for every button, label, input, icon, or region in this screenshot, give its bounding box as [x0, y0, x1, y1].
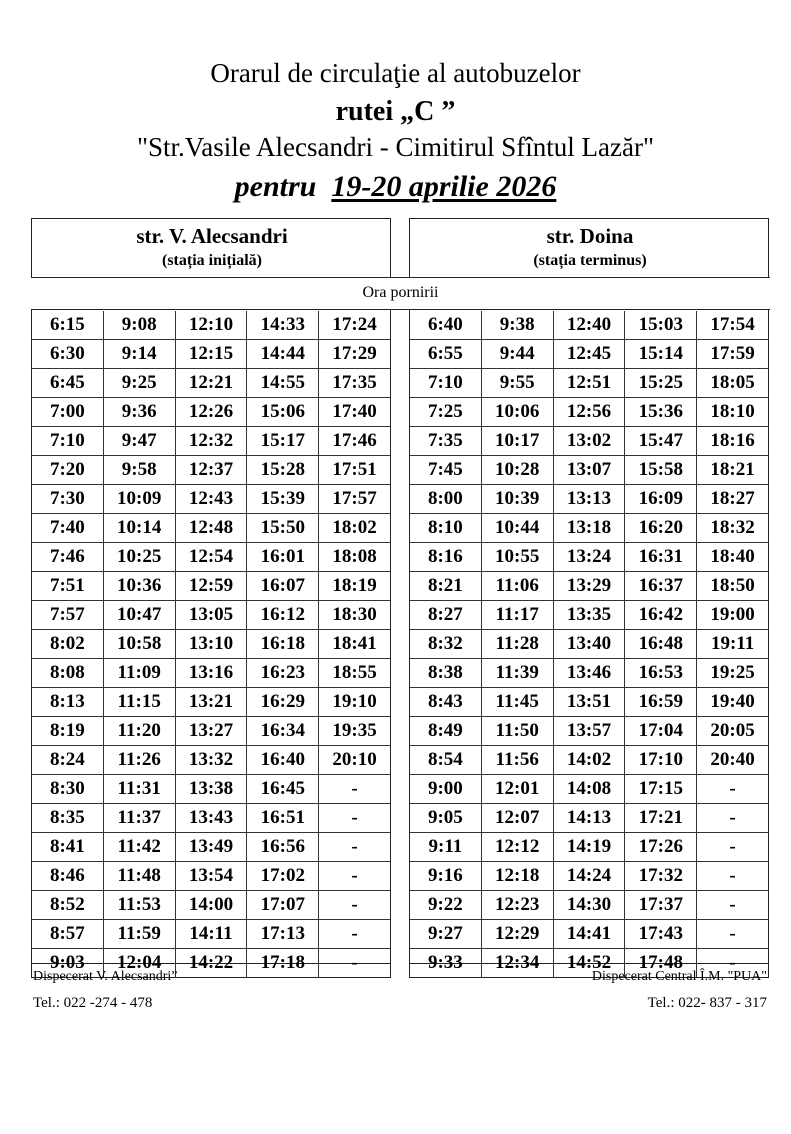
- departure-time-cell: 15:47: [625, 427, 697, 456]
- departure-time-cell: 13:40: [553, 630, 625, 659]
- departure-time-cell: 11:31: [103, 775, 175, 804]
- table-row: [32, 659, 391, 688]
- table-row: [32, 427, 391, 456]
- table-row: [410, 369, 769, 398]
- departure-time-cell: 7:10: [410, 369, 482, 398]
- table-row: [32, 456, 391, 485]
- terminus-stop-header: [411, 220, 769, 270]
- departure-time-cell: 16:37: [625, 572, 697, 601]
- departure-time-cell: 11:28: [481, 630, 553, 659]
- departure-time-cell: 14:13: [553, 804, 625, 833]
- departure-time-cell: 17:24: [319, 311, 391, 340]
- departure-time-cell: 13:02: [553, 427, 625, 456]
- departure-time-cell: -: [319, 833, 391, 862]
- departure-time-cell: 10:47: [103, 601, 175, 630]
- departure-time-cell: 14:30: [553, 891, 625, 920]
- departure-time-cell: 9:16: [410, 862, 482, 891]
- table-row: [32, 804, 391, 833]
- departure-time-cell: 13:51: [553, 688, 625, 717]
- departure-time-cell: 17:51: [319, 456, 391, 485]
- departure-time-cell: 17:40: [319, 398, 391, 427]
- departure-time-cell: 10:28: [481, 456, 553, 485]
- table-row: [32, 746, 391, 775]
- departure-time-cell: 17:32: [625, 862, 697, 891]
- departure-time-cell: 18:02: [319, 514, 391, 543]
- departure-time-cell: 18:21: [697, 456, 769, 485]
- departure-time-cell: 16:56: [247, 833, 319, 862]
- departure-time-cell: 11:56: [481, 746, 553, 775]
- departure-time-cell: 18:40: [697, 543, 769, 572]
- departure-time-cell: 15:14: [625, 340, 697, 369]
- table-row: [410, 485, 769, 514]
- departure-time-cell: 15:58: [625, 456, 697, 485]
- schedule-title: Orarul de circulaţie al autobuzelor: [210, 58, 581, 88]
- departure-time-cell: 10:17: [481, 427, 553, 456]
- departure-time-cell: 13:27: [175, 717, 247, 746]
- departure-time-cell: 8:57: [32, 920, 104, 949]
- departure-time-cell: 20:05: [697, 717, 769, 746]
- date-prefix: pentru: [234, 170, 317, 203]
- departure-time-cell: 8:46: [32, 862, 104, 891]
- table-row: [32, 398, 391, 427]
- table-row: [32, 543, 391, 572]
- departure-time-cell: 11:20: [103, 717, 175, 746]
- central-dispatcher: Dispecerat Central Î.M. "PUA": [591, 969, 767, 984]
- table-row: [410, 543, 769, 572]
- departure-time-label: Ora pornirii: [31, 277, 770, 310]
- left-dispatcher-phone: Tel.: 022 -274 - 478: [33, 995, 153, 1011]
- departure-time-cell: 8:43: [410, 688, 482, 717]
- departure-time-cell: 11:17: [481, 601, 553, 630]
- departure-time-cell: 13:21: [175, 688, 247, 717]
- departure-time-cell: 12:43: [175, 485, 247, 514]
- departure-time-cell: 18:30: [319, 601, 391, 630]
- departure-time-cell: 9:11: [410, 833, 482, 862]
- schedule-date-line: [0, 170, 791, 204]
- departure-time-cell: 18:50: [697, 572, 769, 601]
- departure-time-cell: 16:42: [625, 601, 697, 630]
- departure-time-cell: 16:07: [247, 572, 319, 601]
- table-row: [32, 630, 391, 659]
- left-dispatcher: Dispecerat V. Alecsandri”: [33, 969, 178, 984]
- departure-time-cell: 16:48: [625, 630, 697, 659]
- departure-time-cell: -: [697, 804, 769, 833]
- departure-time-cell: 19:25: [697, 659, 769, 688]
- table-row: [410, 572, 769, 601]
- departure-time-cell: 14:22: [175, 949, 247, 978]
- departure-time-cell: 15:28: [247, 456, 319, 485]
- departure-time-cell: 11:06: [481, 572, 553, 601]
- departure-time-cell: 9:36: [103, 398, 175, 427]
- departure-time-cell: 14:00: [175, 891, 247, 920]
- departure-time-cell: 6:30: [32, 340, 104, 369]
- departure-time-cell: 18:55: [319, 659, 391, 688]
- departure-time-cell: 14:08: [553, 775, 625, 804]
- departure-time-cell: 15:06: [247, 398, 319, 427]
- departure-time-cell: 7:46: [32, 543, 104, 572]
- departure-time-cell: 18:32: [697, 514, 769, 543]
- departure-time-cell: 12:37: [175, 456, 247, 485]
- departure-time-cell: 9:22: [410, 891, 482, 920]
- table-row: [410, 746, 769, 775]
- departure-time-cell: 16:51: [247, 804, 319, 833]
- departure-time-cell: 11:39: [481, 659, 553, 688]
- departure-time-cell: 9:47: [103, 427, 175, 456]
- terminus-stop-name: str. Doina: [546, 224, 634, 248]
- table-row: [32, 775, 391, 804]
- departure-time-cell: 16:59: [625, 688, 697, 717]
- departure-time-cell: 13:16: [175, 659, 247, 688]
- departure-time-cell: 12:12: [481, 833, 553, 862]
- departure-time-cell: 12:56: [553, 398, 625, 427]
- departure-time-cell: 13:57: [553, 717, 625, 746]
- departure-time-cell: 7:10: [32, 427, 104, 456]
- departure-time-cell: 12:54: [175, 543, 247, 572]
- table-row: [32, 688, 391, 717]
- departure-time-cell: 6:55: [410, 340, 482, 369]
- departure-time-cell: 10:25: [103, 543, 175, 572]
- table-row: [32, 572, 391, 601]
- departure-time-cell: 7:51: [32, 572, 104, 601]
- departure-time-cell: 15:03: [625, 311, 697, 340]
- departure-time-cell: 17:43: [625, 920, 697, 949]
- departure-time-cell: 12:59: [175, 572, 247, 601]
- departure-time-cell: 10:36: [103, 572, 175, 601]
- departure-time-cell: 8:32: [410, 630, 482, 659]
- table-row: [410, 311, 769, 340]
- departure-time-cell: 9:14: [103, 340, 175, 369]
- departure-time-cell: 7:35: [410, 427, 482, 456]
- departure-time-cell: 11:26: [103, 746, 175, 775]
- terminus-stop-departures-table: [409, 311, 769, 978]
- departure-time-cell: 13:43: [175, 804, 247, 833]
- departure-time-cell: 16:18: [247, 630, 319, 659]
- departure-time-cell: -: [697, 775, 769, 804]
- departure-time-cell: 7:30: [32, 485, 104, 514]
- departure-time-cell: 15:36: [625, 398, 697, 427]
- departure-time-cell: 6:45: [32, 369, 104, 398]
- departure-time-cell: 11:37: [103, 804, 175, 833]
- departure-time-cell: 16:53: [625, 659, 697, 688]
- departure-time-cell: 17:57: [319, 485, 391, 514]
- departure-time-cell: 12:26: [175, 398, 247, 427]
- departure-time-cell: 17:02: [247, 862, 319, 891]
- departure-time-cell: 17:07: [247, 891, 319, 920]
- departure-time-cell: 10:55: [481, 543, 553, 572]
- table-row: [410, 688, 769, 717]
- departure-time-cell: 7:57: [32, 601, 104, 630]
- departure-time-cell: 9:38: [481, 311, 553, 340]
- table-row: [410, 920, 769, 949]
- departure-time-cell: 7:00: [32, 398, 104, 427]
- departure-time-cell: 16:20: [625, 514, 697, 543]
- departure-time-cell: 14:52: [553, 949, 625, 978]
- departure-time-cell: 14:19: [553, 833, 625, 862]
- departure-time-cell: 10:39: [481, 485, 553, 514]
- table-row: [410, 340, 769, 369]
- departure-time-cell: 12:18: [481, 862, 553, 891]
- departure-time-cell: 9:25: [103, 369, 175, 398]
- schedule-date: 19-20 aprilie 2026: [331, 170, 557, 203]
- departure-time-cell: 8:54: [410, 746, 482, 775]
- departure-time-cell: 18:16: [697, 427, 769, 456]
- departure-time-cell: 18:19: [319, 572, 391, 601]
- departure-time-cell: 13:35: [553, 601, 625, 630]
- departure-time-cell: 7:45: [410, 456, 482, 485]
- departure-time-cell: 12:21: [175, 369, 247, 398]
- departure-time-cell: 17:04: [625, 717, 697, 746]
- table-row: [32, 369, 391, 398]
- departure-time-cell: 17:21: [625, 804, 697, 833]
- departure-time-cell: 12:23: [481, 891, 553, 920]
- departure-time-cell: 8:24: [32, 746, 104, 775]
- departure-time-cell: 14:33: [247, 311, 319, 340]
- departure-time-cell: 13:49: [175, 833, 247, 862]
- departure-time-cell: 16:12: [247, 601, 319, 630]
- departure-time-cell: 13:29: [553, 572, 625, 601]
- table-row: [32, 833, 391, 862]
- departure-time-cell: 14:24: [553, 862, 625, 891]
- departure-time-cell: 13:24: [553, 543, 625, 572]
- departure-time-cell: 12:48: [175, 514, 247, 543]
- departure-time-cell: 8:10: [410, 514, 482, 543]
- departure-time-cell: 7:40: [32, 514, 104, 543]
- departure-time-cell: -: [697, 862, 769, 891]
- departure-time-cell: 13:05: [175, 601, 247, 630]
- table-row: [32, 514, 391, 543]
- departure-time-cell: 12:07: [481, 804, 553, 833]
- departure-time-cell: 11:50: [481, 717, 553, 746]
- departure-time-cell: 13:10: [175, 630, 247, 659]
- table-row: [32, 920, 391, 949]
- departure-time-cell: 14:55: [247, 369, 319, 398]
- table-row: [32, 340, 391, 369]
- table-row: [32, 891, 391, 920]
- departure-time-cell: 9:58: [103, 456, 175, 485]
- departure-time-cell: 9:44: [481, 340, 553, 369]
- central-dispatcher-phone: Tel.: 022- 837 - 317: [647, 995, 767, 1011]
- departure-time-cell: 17:29: [319, 340, 391, 369]
- departure-time-cell: 15:50: [247, 514, 319, 543]
- departure-time-cell: 6:40: [410, 311, 482, 340]
- departure-time-cell: 16:40: [247, 746, 319, 775]
- table-row: [410, 804, 769, 833]
- departure-time-cell: 16:31: [625, 543, 697, 572]
- route-name: rutei „C ”: [335, 96, 456, 127]
- departure-time-cell: 18:41: [319, 630, 391, 659]
- departure-time-cell: 12:04: [103, 949, 175, 978]
- table-row: [410, 398, 769, 427]
- departure-time-cell: 15:17: [247, 427, 319, 456]
- table-row: [410, 514, 769, 543]
- departure-time-cell: 9:08: [103, 311, 175, 340]
- departure-time-cell: 12:15: [175, 340, 247, 369]
- departure-time-cell: 15:25: [625, 369, 697, 398]
- departure-time-cell: 12:01: [481, 775, 553, 804]
- departure-time-cell: 12:10: [175, 311, 247, 340]
- departure-time-cell: 17:18: [247, 949, 319, 978]
- departure-time-cell: -: [697, 833, 769, 862]
- departure-time-cell: 11:09: [103, 659, 175, 688]
- departure-time-cell: 7:20: [32, 456, 104, 485]
- departure-time-cell: 8:02: [32, 630, 104, 659]
- departure-time-cell: 16:34: [247, 717, 319, 746]
- departure-time-cell: 13:07: [553, 456, 625, 485]
- departure-time-cell: 16:29: [247, 688, 319, 717]
- table-row: [410, 775, 769, 804]
- departure-time-cell: 19:00: [697, 601, 769, 630]
- departure-time-cell: 20:40: [697, 746, 769, 775]
- departure-time-cell: 16:01: [247, 543, 319, 572]
- departure-time-cell: 19:11: [697, 630, 769, 659]
- table-row: [410, 862, 769, 891]
- table-row: [410, 891, 769, 920]
- departure-time-cell: 6:15: [32, 311, 104, 340]
- departure-time-cell: 13:38: [175, 775, 247, 804]
- departure-time-cell: -: [319, 891, 391, 920]
- departure-time-cell: 14:11: [175, 920, 247, 949]
- departure-time-cell: 17:48: [625, 949, 697, 978]
- departure-time-cell: 20:10: [319, 746, 391, 775]
- departure-time-cell: 17:26: [625, 833, 697, 862]
- departure-time-cell: 8:21: [410, 572, 482, 601]
- initial-stop-name: str. V. Alecsandri: [136, 224, 288, 248]
- initial-stop-header: [33, 220, 391, 270]
- departure-time-cell: 11:48: [103, 862, 175, 891]
- departure-time-cell: 8:16: [410, 543, 482, 572]
- table-row: [410, 833, 769, 862]
- departure-time-cell: 17:46: [319, 427, 391, 456]
- initial-stop-type: (stația inițială): [162, 252, 262, 269]
- departure-time-cell: 11:59: [103, 920, 175, 949]
- departure-time-cell: -: [319, 775, 391, 804]
- departure-time-cell: 13:54: [175, 862, 247, 891]
- table-row: [32, 862, 391, 891]
- table-row: [410, 717, 769, 746]
- departure-time-cell: 9:27: [410, 920, 482, 949]
- table-row: [410, 456, 769, 485]
- departure-time-cell: 11:42: [103, 833, 175, 862]
- departure-time-cell: 8:35: [32, 804, 104, 833]
- departure-time-cell: 17:54: [697, 311, 769, 340]
- table-row: [410, 601, 769, 630]
- departure-time-cell: 18:27: [697, 485, 769, 514]
- departure-time-cell: 17:15: [625, 775, 697, 804]
- departure-time-cell: 10:44: [481, 514, 553, 543]
- departure-time-cell: 8:49: [410, 717, 482, 746]
- route-description: "Str.Vasile Alecsandri - Cimitirul Sfîntul Lazăr": [137, 132, 654, 162]
- departure-time-cell: 9:00: [410, 775, 482, 804]
- departure-time-cell: 12:40: [553, 311, 625, 340]
- initial-stop-departures-table: [31, 311, 391, 978]
- departure-time-cell: 8:08: [32, 659, 104, 688]
- departure-time-cell: 14:41: [553, 920, 625, 949]
- departure-time-cell: 11:53: [103, 891, 175, 920]
- departure-time-cell: 12:45: [553, 340, 625, 369]
- departure-time-cell: 13:46: [553, 659, 625, 688]
- table-row: [32, 601, 391, 630]
- departure-time-cell: -: [319, 920, 391, 949]
- terminus-stop-type: (stația terminus): [533, 252, 647, 269]
- departure-time-cell: 18:05: [697, 369, 769, 398]
- departure-time-cell: 12:34: [481, 949, 553, 978]
- departure-time-cell: 16:45: [247, 775, 319, 804]
- departure-time-cell: -: [697, 949, 769, 978]
- departure-time-cell: 8:41: [32, 833, 104, 862]
- departure-time-cell: 12:29: [481, 920, 553, 949]
- departure-time-cell: 10:14: [103, 514, 175, 543]
- departure-time-cell: 11:15: [103, 688, 175, 717]
- departure-time-cell: 10:58: [103, 630, 175, 659]
- departure-time-cell: 19:35: [319, 717, 391, 746]
- departure-time-cell: 9:05: [410, 804, 482, 833]
- departure-time-cell: 17:37: [625, 891, 697, 920]
- departure-time-cell: -: [319, 862, 391, 891]
- departure-time-cell: -: [697, 920, 769, 949]
- table-row: [32, 311, 391, 340]
- departure-time-cell: 8:13: [32, 688, 104, 717]
- table-row: [32, 717, 391, 746]
- departure-time-cell: 8:00: [410, 485, 482, 514]
- departure-time-cell: 18:08: [319, 543, 391, 572]
- departure-time-cell: 17:59: [697, 340, 769, 369]
- departure-time-cell: 12:51: [553, 369, 625, 398]
- departure-time-cell: 17:35: [319, 369, 391, 398]
- departure-time-cell: 19:40: [697, 688, 769, 717]
- departure-time-cell: 14:02: [553, 746, 625, 775]
- departure-time-cell: 11:45: [481, 688, 553, 717]
- departure-time-cell: -: [319, 949, 391, 978]
- departure-time-cell: 7:25: [410, 398, 482, 427]
- departure-time-cell: 9:03: [32, 949, 104, 978]
- departure-time-cell: 9:55: [481, 369, 553, 398]
- departure-time-cell: 19:10: [319, 688, 391, 717]
- departure-time-cell: 18:10: [697, 398, 769, 427]
- departure-time-cell: 14:44: [247, 340, 319, 369]
- departure-time-cell: 10:06: [481, 398, 553, 427]
- departure-time-cell: 10:09: [103, 485, 175, 514]
- departure-time-cell: 9:33: [410, 949, 482, 978]
- departure-time-cell: 13:32: [175, 746, 247, 775]
- table-row: [410, 630, 769, 659]
- departure-time-cell: 16:09: [625, 485, 697, 514]
- departure-time-cell: 8:52: [32, 891, 104, 920]
- departure-time-cell: 8:19: [32, 717, 104, 746]
- departure-time-cell: 15:39: [247, 485, 319, 514]
- table-row: [410, 659, 769, 688]
- table-row: [410, 427, 769, 456]
- departure-time-cell: 8:27: [410, 601, 482, 630]
- departure-time-cell: 8:30: [32, 775, 104, 804]
- table-row: [32, 485, 391, 514]
- departure-time-cell: -: [319, 804, 391, 833]
- departure-time-cell: 17:13: [247, 920, 319, 949]
- departure-time-cell: 13:13: [553, 485, 625, 514]
- departure-time-cell: 13:18: [553, 514, 625, 543]
- departure-time-cell: 17:10: [625, 746, 697, 775]
- departure-time-cell: 12:32: [175, 427, 247, 456]
- departure-time-cell: -: [697, 891, 769, 920]
- departure-time-cell: 16:23: [247, 659, 319, 688]
- departure-time-cell: 8:38: [410, 659, 482, 688]
